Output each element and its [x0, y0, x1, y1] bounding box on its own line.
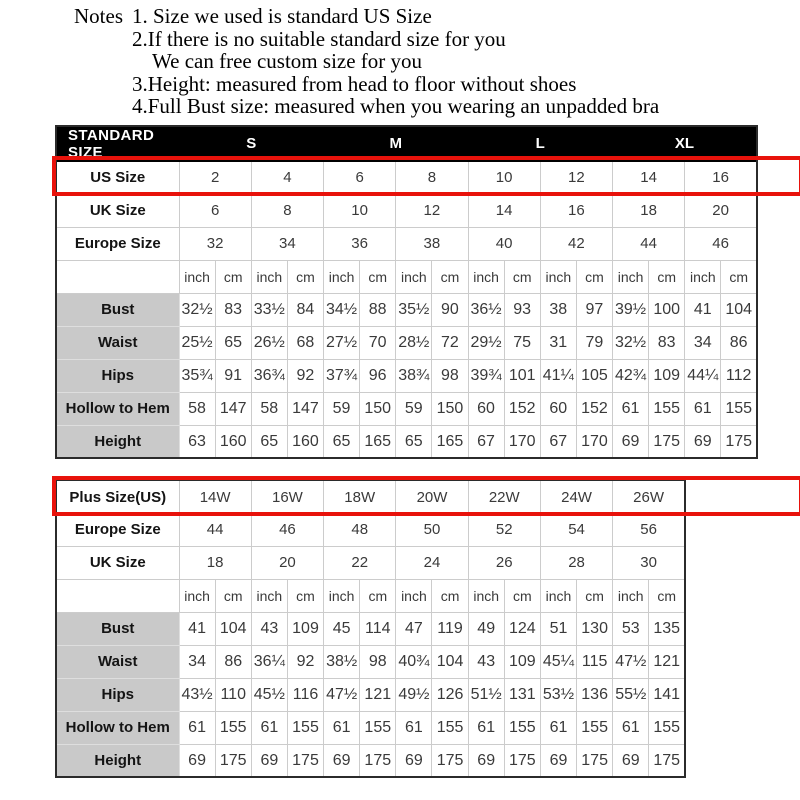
measure-value-cell: 160 — [215, 425, 251, 458]
measurement-row — [56, 326, 757, 359]
measure-value-cell: 101 — [504, 359, 540, 392]
unit-cell: cm — [649, 579, 685, 612]
size-value-cell: 20 — [251, 546, 323, 579]
measure-value-cell: 63 — [179, 425, 215, 458]
unit-row — [56, 260, 757, 293]
measure-value-cell: 141 — [649, 678, 685, 711]
measure-value-cell: 34½ — [324, 293, 360, 326]
measurement-row — [56, 392, 757, 425]
size-value-cell: 8 — [251, 194, 323, 227]
measure-value-cell: 47½ — [613, 645, 649, 678]
measure-value-cell: 39¾ — [468, 359, 504, 392]
measure-value-cell: 175 — [504, 744, 540, 777]
measure-value-cell: 69 — [685, 425, 721, 458]
measure-value-cell: 69 — [396, 744, 432, 777]
size-value-cell: 52 — [468, 513, 540, 546]
size-value-cell: 10 — [324, 194, 396, 227]
measure-value-cell: 68 — [287, 326, 323, 359]
measure-value-cell: 160 — [287, 425, 323, 458]
measure-value-cell: 70 — [360, 326, 396, 359]
measure-value-cell: 114 — [360, 612, 396, 645]
measure-value-cell: 86 — [721, 326, 757, 359]
measure-value-cell: 150 — [360, 392, 396, 425]
unit-cell: inch — [468, 579, 504, 612]
measure-value-cell: 61 — [613, 711, 649, 744]
measure-value-cell: 61 — [613, 392, 649, 425]
unit-cell: cm — [432, 260, 468, 293]
measure-value-cell: 59 — [396, 392, 432, 425]
measure-value-cell: 61 — [324, 711, 360, 744]
size-value-cell: 14 — [468, 194, 540, 227]
measure-value-cell: 152 — [576, 392, 612, 425]
measure-value-cell: 175 — [432, 744, 468, 777]
measure-value-cell: 72 — [432, 326, 468, 359]
note-line — [74, 5, 800, 28]
measurement-row — [56, 293, 757, 326]
row-label-cell: Height — [56, 744, 179, 777]
size-value-cell: 10 — [468, 161, 540, 194]
size-value-cell: 54 — [540, 513, 612, 546]
size-value-cell: 44 — [613, 227, 685, 260]
row-label-cell: Height — [56, 425, 179, 458]
size-value-cell: 32 — [179, 227, 251, 260]
measure-value-cell: 175 — [287, 744, 323, 777]
size-value-cell: 16 — [685, 161, 757, 194]
measure-value-cell: 59 — [324, 392, 360, 425]
measure-value-cell: 86 — [215, 645, 251, 678]
measure-value-cell: 49 — [468, 612, 504, 645]
unit-cell: cm — [576, 260, 612, 293]
measure-value-cell: 44¼ — [685, 359, 721, 392]
size-value-cell: 50 — [396, 513, 468, 546]
measure-value-cell: 98 — [360, 645, 396, 678]
measure-value-cell: 32½ — [613, 326, 649, 359]
size-value-cell: 46 — [685, 227, 757, 260]
notes-section — [0, 0, 800, 118]
measure-value-cell: 35½ — [396, 293, 432, 326]
measure-value-cell: 40¾ — [396, 645, 432, 678]
row-label-cell: Waist — [56, 326, 179, 359]
size-value-cell: 30 — [613, 546, 685, 579]
measure-value-cell: 104 — [215, 612, 251, 645]
unit-cell: cm — [287, 260, 323, 293]
size-group-header-cell: XL — [613, 126, 758, 162]
table-header-row — [56, 126, 757, 162]
size-group-header-cell: M — [324, 126, 469, 162]
unit-cell: cm — [504, 260, 540, 293]
measure-value-cell: 104 — [432, 645, 468, 678]
measure-value-cell: 131 — [504, 678, 540, 711]
measure-value-cell: 109 — [504, 645, 540, 678]
header-label-cell: STANDARD SIZE — [56, 126, 179, 162]
measure-value-cell: 43 — [468, 645, 504, 678]
measure-value-cell: 42¾ — [613, 359, 649, 392]
size-value-cell: 12 — [540, 161, 612, 194]
measure-value-cell: 170 — [504, 425, 540, 458]
measure-value-cell: 105 — [576, 359, 612, 392]
standard-size-table-wrap — [55, 125, 800, 460]
size-value-cell: 18 — [613, 194, 685, 227]
size-value-cell: 16W — [251, 480, 323, 513]
measure-value-cell: 53½ — [540, 678, 576, 711]
measure-value-cell: 27½ — [324, 326, 360, 359]
measure-value-cell: 41¼ — [540, 359, 576, 392]
row-label-cell: Waist — [56, 645, 179, 678]
measure-value-cell: 69 — [613, 425, 649, 458]
notes-heading: Notes — [74, 4, 123, 28]
measure-value-cell: 65 — [251, 425, 287, 458]
unit-row — [56, 579, 685, 612]
size-value-cell: 14W — [179, 480, 251, 513]
measurement-row — [56, 425, 757, 458]
size-value-cell: 38 — [396, 227, 468, 260]
measure-value-cell: 37¾ — [324, 359, 360, 392]
measure-value-cell: 135 — [649, 612, 685, 645]
unit-cell: cm — [287, 579, 323, 612]
size-value-cell: 56 — [613, 513, 685, 546]
measure-value-cell: 61 — [396, 711, 432, 744]
plus-size-table — [55, 479, 686, 778]
unit-cell: inch — [613, 579, 649, 612]
measure-value-cell: 155 — [721, 392, 757, 425]
measure-value-cell: 69 — [468, 744, 504, 777]
empty-label-cell — [56, 260, 179, 293]
measure-value-cell: 91 — [215, 359, 251, 392]
measure-value-cell: 65 — [396, 425, 432, 458]
measure-value-cell: 124 — [504, 612, 540, 645]
measure-value-cell: 116 — [287, 678, 323, 711]
measure-value-cell: 109 — [649, 359, 685, 392]
measure-value-cell: 38 — [540, 293, 576, 326]
size-value-cell: 26 — [468, 546, 540, 579]
measure-value-cell: 36¼ — [251, 645, 287, 678]
measure-value-cell: 90 — [432, 293, 468, 326]
measure-value-cell: 112 — [721, 359, 757, 392]
measure-value-cell: 175 — [649, 425, 685, 458]
row-label-cell: Europe Size — [56, 513, 179, 546]
measure-value-cell: 69 — [613, 744, 649, 777]
size-row — [56, 194, 757, 227]
measure-value-cell: 97 — [576, 293, 612, 326]
unit-cell: cm — [215, 579, 251, 612]
measure-value-cell: 155 — [287, 711, 323, 744]
measure-value-cell: 115 — [577, 645, 613, 678]
measure-value-cell: 98 — [432, 359, 468, 392]
measure-value-cell: 155 — [649, 392, 685, 425]
unit-cell: cm — [577, 579, 613, 612]
measure-value-cell: 45½ — [251, 678, 287, 711]
row-label-cell: US Size — [56, 161, 179, 194]
size-value-cell: 46 — [251, 513, 323, 546]
measurement-row — [56, 612, 685, 645]
measure-value-cell: 109 — [287, 612, 323, 645]
row-label-cell: UK Size — [56, 194, 179, 227]
measure-value-cell: 45 — [324, 612, 360, 645]
measure-value-cell: 69 — [324, 744, 360, 777]
size-row — [56, 546, 685, 579]
size-value-cell: 20W — [396, 480, 468, 513]
size-value-cell: 14 — [613, 161, 685, 194]
measure-value-cell: 96 — [360, 359, 396, 392]
measure-value-cell: 150 — [432, 392, 468, 425]
measure-value-cell: 155 — [577, 711, 613, 744]
measure-value-cell: 43½ — [179, 678, 215, 711]
unit-cell: cm — [504, 579, 540, 612]
size-value-cell: 18W — [324, 480, 396, 513]
measure-value-cell: 92 — [287, 359, 323, 392]
unit-cell: inch — [396, 579, 432, 612]
measure-value-cell: 36¾ — [251, 359, 287, 392]
note-item-3: 3.Height: measured from head to floor without shoes — [132, 71, 577, 96]
measure-value-cell: 75 — [504, 326, 540, 359]
size-value-cell: 6 — [179, 194, 251, 227]
measure-value-cell: 32½ — [179, 293, 215, 326]
measure-value-cell: 58 — [179, 392, 215, 425]
measure-value-cell: 47½ — [324, 678, 360, 711]
measure-value-cell: 67 — [540, 425, 576, 458]
row-label-cell: Hips — [56, 678, 179, 711]
measure-value-cell: 61 — [540, 711, 576, 744]
measure-value-cell: 155 — [649, 711, 685, 744]
measure-value-cell: 58 — [251, 392, 287, 425]
unit-cell: inch — [468, 260, 504, 293]
standard-size-table — [55, 125, 758, 460]
note-item-1: 1. Size we used is standard US Size — [132, 4, 432, 28]
measure-value-cell: 69 — [540, 744, 576, 777]
measure-value-cell: 61 — [468, 711, 504, 744]
unit-cell: inch — [324, 579, 360, 612]
row-label-cell: Hollow to Hem — [56, 392, 179, 425]
size-row — [56, 513, 685, 546]
measure-value-cell: 43 — [251, 612, 287, 645]
size-value-cell: 2 — [179, 161, 251, 194]
unit-cell: cm — [721, 260, 757, 293]
measurement-row — [56, 645, 685, 678]
measure-value-cell: 36½ — [468, 293, 504, 326]
measure-value-cell: 84 — [287, 293, 323, 326]
unit-cell: cm — [649, 260, 685, 293]
size-row — [56, 227, 757, 260]
measure-value-cell: 34 — [179, 645, 215, 678]
measure-value-cell: 51½ — [468, 678, 504, 711]
unit-cell: inch — [540, 579, 576, 612]
measure-value-cell: 35¾ — [179, 359, 215, 392]
unit-cell: inch — [251, 579, 287, 612]
unit-cell: inch — [540, 260, 576, 293]
measure-value-cell: 155 — [215, 711, 251, 744]
size-value-cell: 20 — [685, 194, 757, 227]
size-row — [56, 480, 685, 513]
measure-value-cell: 60 — [540, 392, 576, 425]
measure-value-cell: 69 — [179, 744, 215, 777]
row-label-cell: Europe Size — [56, 227, 179, 260]
size-value-cell: 28 — [540, 546, 612, 579]
measure-value-cell: 41 — [685, 293, 721, 326]
measure-value-cell: 61 — [685, 392, 721, 425]
measure-value-cell: 79 — [576, 326, 612, 359]
measure-value-cell: 88 — [360, 293, 396, 326]
row-label-cell: Hollow to Hem — [56, 711, 179, 744]
measurement-row — [56, 744, 685, 777]
measure-value-cell: 121 — [360, 678, 396, 711]
measure-value-cell: 51 — [540, 612, 576, 645]
measure-value-cell: 28½ — [396, 326, 432, 359]
measure-value-cell: 104 — [721, 293, 757, 326]
measure-value-cell: 100 — [649, 293, 685, 326]
measure-value-cell: 61 — [251, 711, 287, 744]
measure-value-cell: 170 — [576, 425, 612, 458]
size-value-cell: 16 — [540, 194, 612, 227]
measure-value-cell: 165 — [360, 425, 396, 458]
measure-value-cell: 175 — [360, 744, 396, 777]
measure-value-cell: 69 — [251, 744, 287, 777]
measure-value-cell: 165 — [432, 425, 468, 458]
unit-cell: cm — [215, 260, 251, 293]
measure-value-cell: 155 — [360, 711, 396, 744]
size-value-cell: 22W — [468, 480, 540, 513]
measure-value-cell: 53 — [613, 612, 649, 645]
measure-value-cell: 119 — [432, 612, 468, 645]
measure-value-cell: 93 — [504, 293, 540, 326]
note-item-2: 2.If there is no suitable standard size for you — [132, 26, 506, 51]
measure-value-cell: 136 — [577, 678, 613, 711]
measure-value-cell: 175 — [577, 744, 613, 777]
row-label-cell: UK Size — [56, 546, 179, 579]
measurement-row — [56, 711, 685, 744]
row-label-cell: Plus Size(US) — [56, 480, 179, 513]
measure-value-cell: 110 — [215, 678, 251, 711]
measure-value-cell: 121 — [649, 645, 685, 678]
measure-value-cell: 155 — [432, 711, 468, 744]
unit-cell: inch — [613, 260, 649, 293]
measure-value-cell: 92 — [287, 645, 323, 678]
measure-value-cell: 83 — [649, 326, 685, 359]
measure-value-cell: 147 — [215, 392, 251, 425]
size-value-cell: 12 — [396, 194, 468, 227]
size-value-cell: 6 — [324, 161, 396, 194]
measure-value-cell: 175 — [721, 425, 757, 458]
row-label-cell: Bust — [56, 612, 179, 645]
size-value-cell: 34 — [251, 227, 323, 260]
measure-value-cell: 41 — [179, 612, 215, 645]
measure-value-cell: 29½ — [468, 326, 504, 359]
measure-value-cell: 31 — [540, 326, 576, 359]
measure-value-cell: 152 — [504, 392, 540, 425]
measure-value-cell: 38½ — [324, 645, 360, 678]
plus-size-table-wrap — [55, 479, 800, 778]
unit-cell: inch — [251, 260, 287, 293]
size-group-header-cell: L — [468, 126, 613, 162]
measure-value-cell: 38¾ — [396, 359, 432, 392]
unit-cell: inch — [179, 579, 215, 612]
size-value-cell: 42 — [540, 227, 612, 260]
unit-cell: inch — [324, 260, 360, 293]
measurement-row — [56, 678, 685, 711]
measure-value-cell: 49½ — [396, 678, 432, 711]
size-value-cell: 40 — [468, 227, 540, 260]
measure-value-cell: 25½ — [179, 326, 215, 359]
measure-value-cell: 65 — [324, 425, 360, 458]
measure-value-cell: 34 — [685, 326, 721, 359]
measure-value-cell: 83 — [215, 293, 251, 326]
size-value-cell: 44 — [179, 513, 251, 546]
measure-value-cell: 65 — [215, 326, 251, 359]
empty-label-cell — [56, 579, 179, 612]
size-value-cell: 26W — [613, 480, 685, 513]
measure-value-cell: 55½ — [613, 678, 649, 711]
measure-value-cell: 47 — [396, 612, 432, 645]
unit-cell: cm — [360, 579, 396, 612]
size-value-cell: 8 — [396, 161, 468, 194]
size-value-cell: 48 — [324, 513, 396, 546]
measure-value-cell: 61 — [179, 711, 215, 744]
note-item-4: 4.Full Bust size: measured when you wearing an unpadded bra — [132, 94, 660, 119]
size-value-cell: 24W — [540, 480, 612, 513]
measure-value-cell: 39½ — [613, 293, 649, 326]
measure-value-cell: 45¼ — [540, 645, 576, 678]
measure-value-cell: 26½ — [251, 326, 287, 359]
unit-cell: cm — [360, 260, 396, 293]
measure-value-cell: 126 — [432, 678, 468, 711]
unit-cell: cm — [432, 579, 468, 612]
row-label-cell: Bust — [56, 293, 179, 326]
measure-value-cell: 175 — [215, 744, 251, 777]
unit-cell: inch — [179, 260, 215, 293]
size-group-header-cell: S — [179, 126, 324, 162]
measure-value-cell: 147 — [287, 392, 323, 425]
measure-value-cell: 33½ — [251, 293, 287, 326]
size-row — [56, 161, 757, 194]
measure-value-cell: 130 — [577, 612, 613, 645]
note-item-2-continued: We can free custom size for you — [152, 49, 423, 74]
measure-value-cell: 155 — [504, 711, 540, 744]
size-value-cell: 24 — [396, 546, 468, 579]
measure-value-cell: 60 — [468, 392, 504, 425]
measure-value-cell: 67 — [468, 425, 504, 458]
row-label-cell: Hips — [56, 359, 179, 392]
unit-cell: inch — [396, 260, 432, 293]
unit-cell: inch — [685, 260, 721, 293]
measurement-row — [56, 359, 757, 392]
size-value-cell: 22 — [324, 546, 396, 579]
measure-value-cell: 175 — [649, 744, 685, 777]
size-value-cell: 18 — [179, 546, 251, 579]
size-value-cell: 4 — [251, 161, 323, 194]
size-value-cell: 36 — [324, 227, 396, 260]
